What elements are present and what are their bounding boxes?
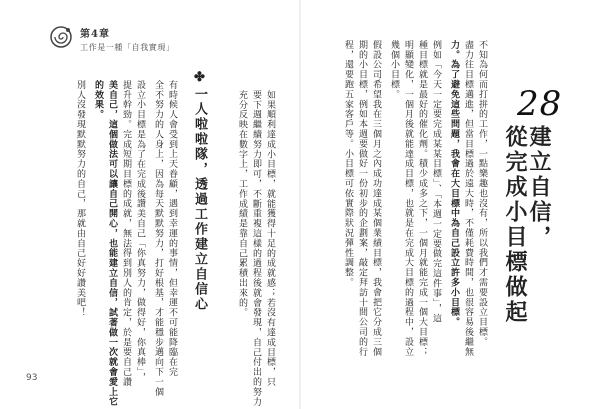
body-column: 明顯變化，一個月後就能達成目標，也就是在完成大目標的過程中，設立: [403, 40, 413, 357]
body-column: 設立小目標是為了在完成後讚美自己「你真努力，做得好，你真棒」，: [135, 80, 145, 383]
body-column: 要下週繼續努力即可，不斷重複這樣的過程後就會發現，自己付出的努力: [251, 90, 261, 407]
chapter-label: 第4章: [80, 29, 110, 40]
body-column: 提升幹勁。完成短期目標的成就，無法得到別人的肯定，於是要自己讚: [121, 80, 131, 387]
chapter-number: 28: [517, 84, 563, 124]
page-number: 93: [26, 373, 38, 383]
body-column: 的效果。: [93, 80, 103, 120]
spiral-snail-icon: [48, 24, 74, 50]
body-column: 有時候人會受到上天眷顧，遇到幸運的事情，但幸運不可能降臨在完: [167, 80, 177, 377]
page-gutter: [299, 0, 301, 409]
body-column: 盡力往目標邁進，但當目標過於遠大時，不僅耗費時間，也很容易後繼無: [463, 40, 473, 357]
body-column: 別人沒發現默默努力的自己，那就由自己好好讚美吧！: [75, 80, 85, 318]
chapter-title: 工作是一種「自我實現」: [80, 43, 175, 52]
body-column: 美自己，這個做法可以讓自己開心，也能建立自信，試著做一次就會愛上它: [107, 80, 117, 407]
body-column: 例如「今天一定要完成某某目標」、「本週一定要做完這件事」，這: [431, 40, 441, 324]
body-column: 期的小目標，例如本週要做好一份初步的企劃案，敲定拜訪十間公司的行: [357, 40, 367, 357]
body-column: 假設公司希望我在三個月之內成功達成某個業績目標，我會把它分成三個: [371, 40, 381, 357]
section-subheading: ✤一人啦啦隊，透過工作建立自信心: [192, 70, 207, 312]
body-column: 全不努力的人身上，因為每天默默努力，打好根基，才能穩步邁向下一個: [153, 80, 163, 397]
body-column: 種目標就是最好的催化劑。積少成多之下，一個月就能完成一個大目標；: [417, 40, 427, 357]
chapter-header: [48, 24, 175, 53]
body-column: 力。為了避免這些問題，我會在大目標中為自己設立許多小目標。: [449, 40, 459, 328]
body-column: 程，還要跑五家客戶等。小目標可依實際狀況彈性調整。: [343, 40, 353, 288]
title-line-1: 建立自信，: [526, 125, 552, 250]
body-column: 充分反映在數字上，工作成績是靠自己累積出來的。: [237, 90, 247, 318]
body-column: 如果順利達成小目標，就能獲得十足的成就感；若沒有達成目標，只: [265, 90, 275, 387]
title-line-2: 從完成小目標做起: [502, 125, 528, 325]
body-column: 不知為何而打拼的工作，一點樂趣也沒有，所以我們才需要設立目標。: [477, 40, 487, 347]
body-column: 幾個小目標。: [389, 40, 399, 100]
